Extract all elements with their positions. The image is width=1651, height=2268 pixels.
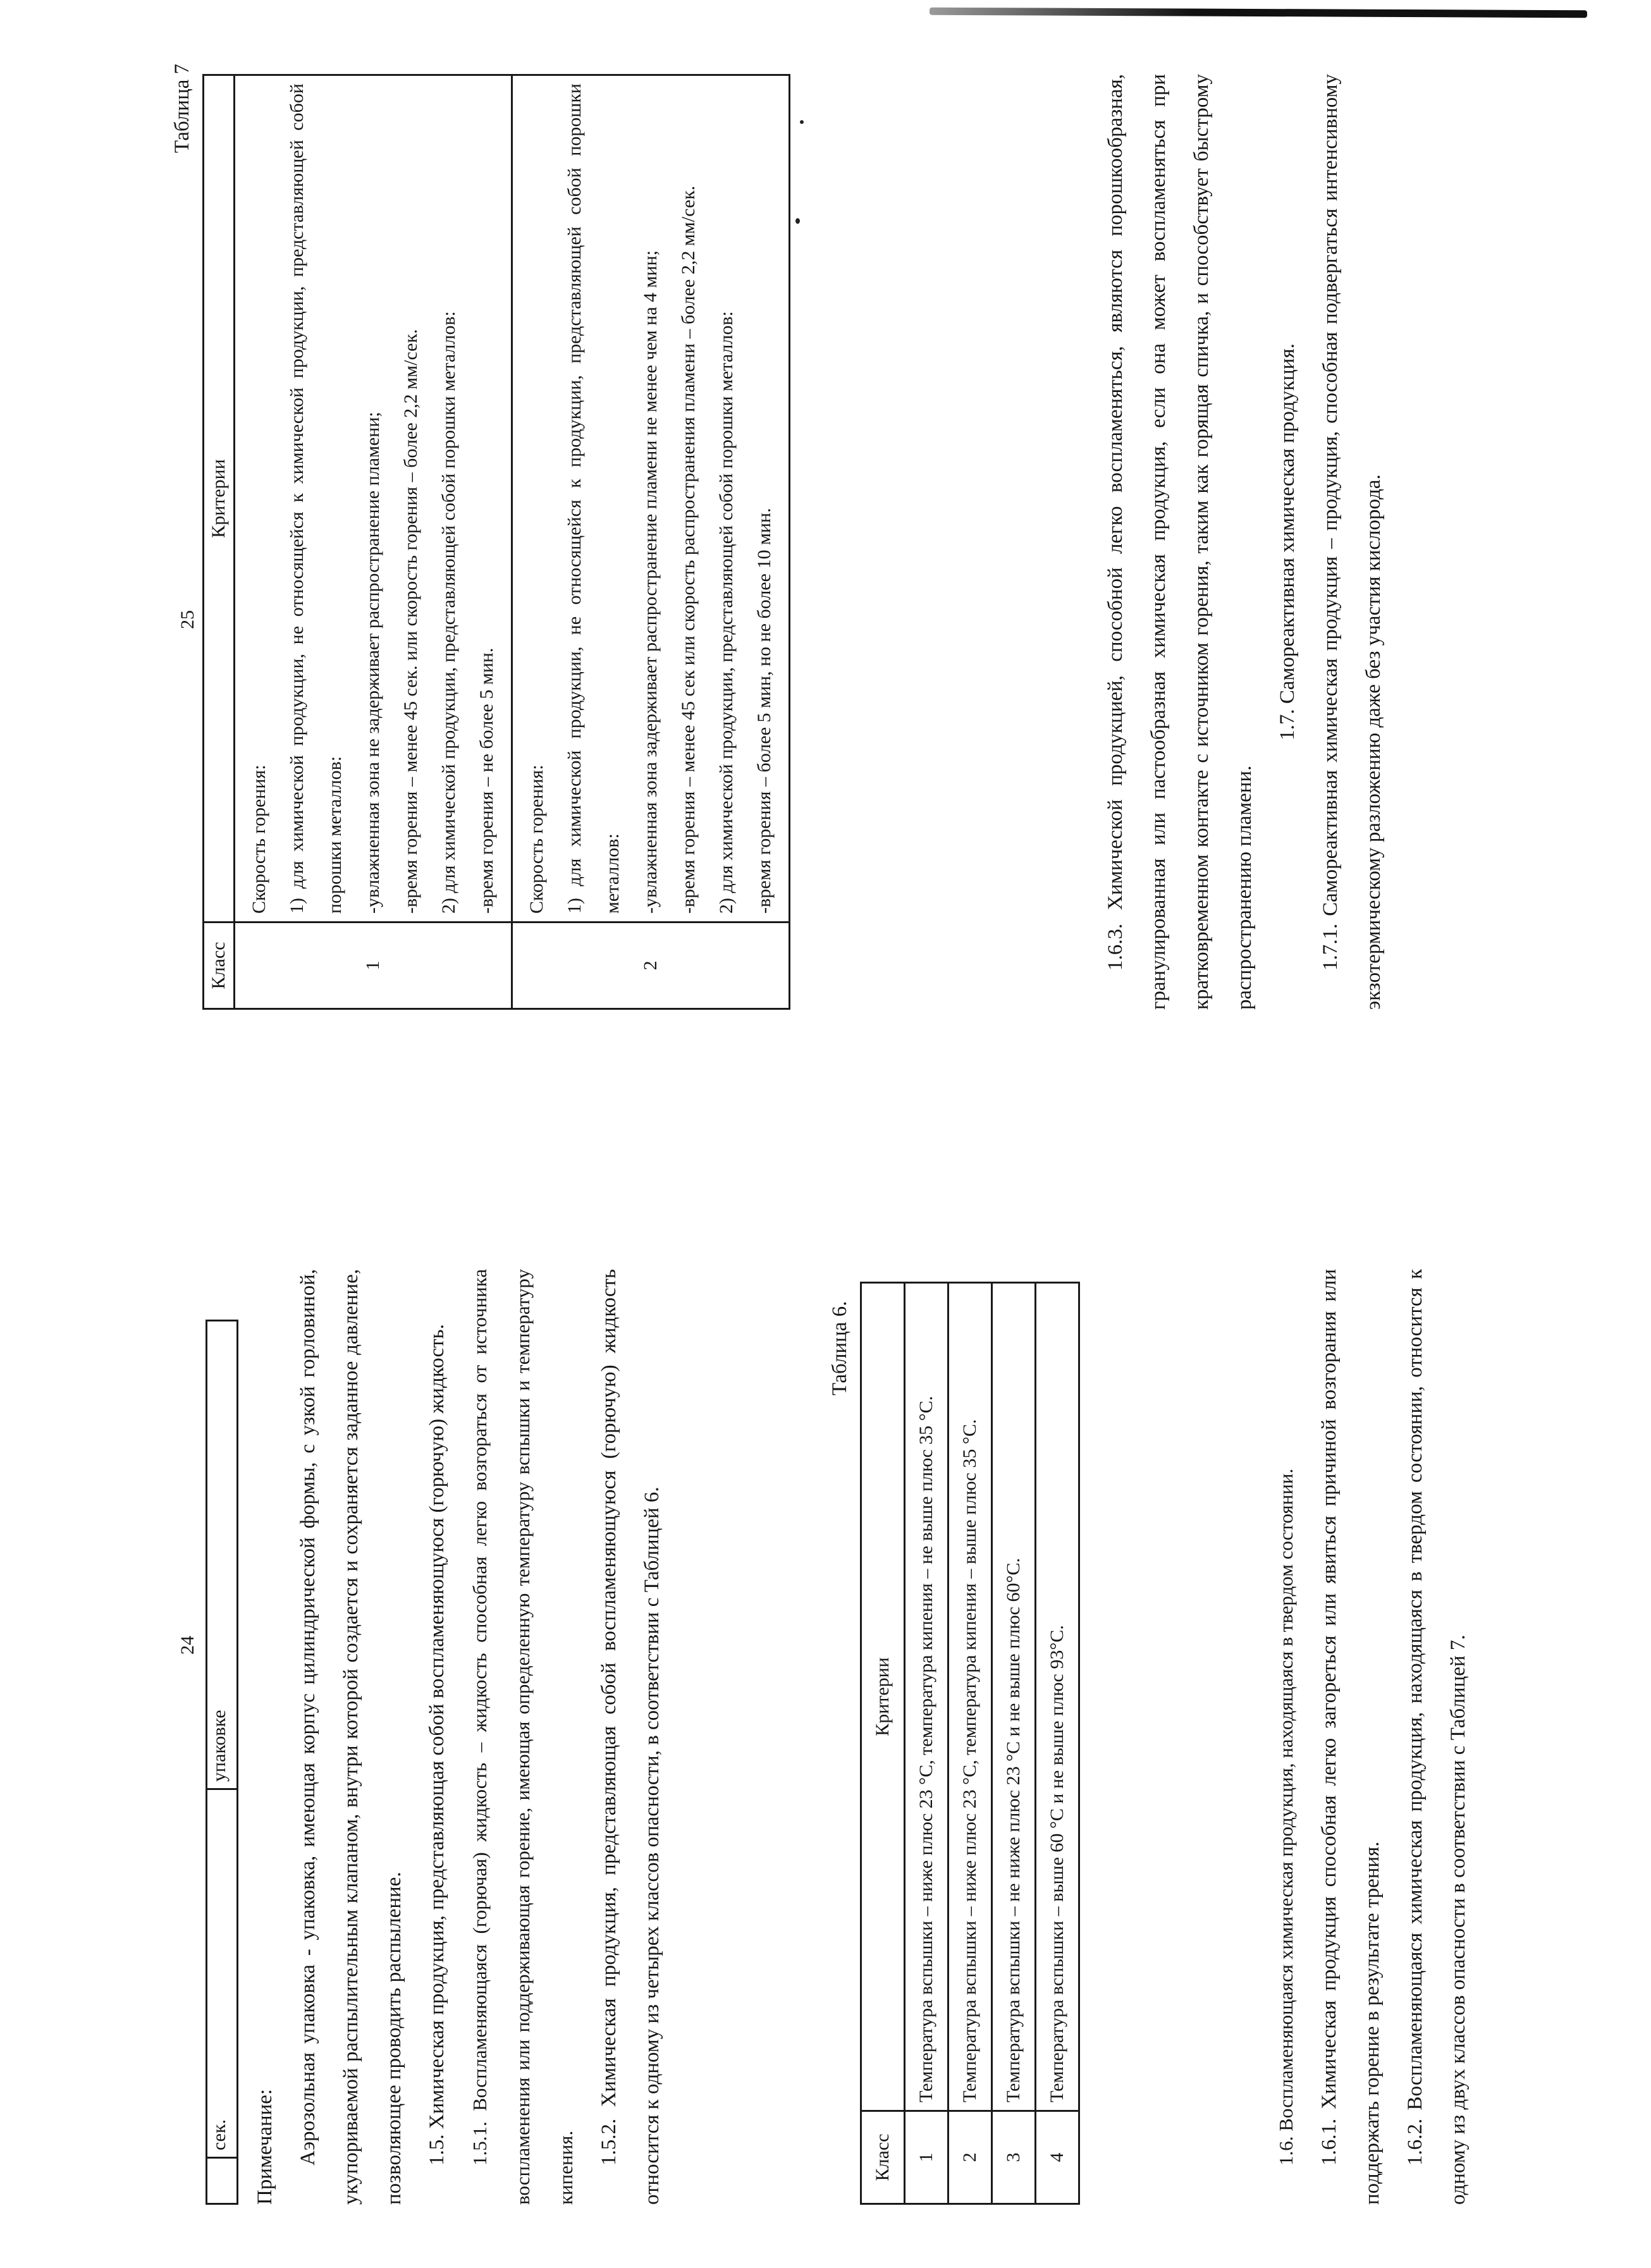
paragraph: 1.5.2. Химическая продукция, представляющая собой воспламеняющуюся (горючую) жидкость относится к одному из четырех классов опасности, в соответствии с Таблицей 6. bbox=[598, 1269, 663, 2205]
note-label: Примечание: bbox=[254, 2088, 276, 2205]
criteria-cell bbox=[235, 75, 512, 923]
paragraph: 1.6.3. Химической продукцией, способной легко воспламеняться, являются порошкообразная, гранулированная или пастообразная химическая продукция, если она может воспламеняться при кратковременном контакте с источником горения, таким как горящая спичка, и способствует быстрому распространению пламени. bbox=[1104, 74, 1256, 1010]
body-text bbox=[1094, 74, 1395, 1010]
paragraph: 1.5. Химическая продукция, представляющая собой воспламеняющуюся (горючую) жидкость. bbox=[426, 1324, 448, 2166]
class-cell: 2 bbox=[512, 923, 790, 1009]
table-7 bbox=[202, 74, 790, 1010]
paragraph: 1.5.1. Воспламеняющаяся (горючая) жидкость – жидкость способная легко возгораться от источника воспламенения или поддерживающая горение, имеющая определенную температуру вспышки и температуру кипения. bbox=[469, 1269, 577, 2205]
body-text-top bbox=[243, 1269, 673, 2205]
class-cell: 2 bbox=[948, 2111, 992, 2204]
criteria-line: -время горения – не более 5 мин. bbox=[476, 647, 497, 914]
criteria-cell: Температура вспышки – не ниже плюс 23 °С и не выше плюс 60°С. bbox=[992, 1283, 1036, 2111]
page-24 bbox=[0, 1143, 1651, 2268]
criteria-cell: Температура вспышки – ниже плюс 23 °С, температура кипения – не выше плюс 35 °С. bbox=[905, 1283, 948, 2111]
table-row bbox=[235, 75, 512, 1009]
table-header-row bbox=[861, 1283, 905, 2204]
criteria-line: 2) для химической продукции, представляющей собой порошки металлов: bbox=[716, 311, 737, 914]
table7-caption: Таблица 7 bbox=[171, 63, 193, 153]
table-row bbox=[948, 1283, 992, 2204]
criteria-line: 1) для химической продукции, не относящейся к продукции, представляющей собой порошки металлов: bbox=[564, 83, 623, 914]
table-header: Критерии bbox=[204, 75, 235, 923]
table-header: Класс bbox=[204, 923, 235, 1009]
table-cell: сек. bbox=[207, 1789, 238, 2158]
page-number: 24 bbox=[177, 1636, 198, 1655]
criteria-line: Скорость горения: bbox=[249, 764, 269, 914]
criteria-cell bbox=[512, 75, 790, 923]
table6-caption: Таблица 6. bbox=[828, 1301, 851, 1395]
criteria-line: Скорость горения: bbox=[526, 764, 547, 914]
table-row bbox=[1036, 1283, 1079, 2204]
paragraph: 1.6.2. Воспламеняющаяся химическая продукция, находящаяся в твердом состоянии, относится к одному из двух классов опасности в соответствии с Таблицей 7. bbox=[1404, 1269, 1470, 2205]
criteria-line: -время горения – менее 45 сек. или скорость горения – более 2,2 мм/сек. bbox=[400, 329, 421, 914]
fragment-table bbox=[206, 1320, 238, 2205]
paragraph: Аэрозольная упаковка - упаковка, имеющая корпус цилиндрической формы, с узкой горловиной, укупориваемой распылительным клапаном, внутри которой создается и сохраняется заданное давление, позволяющее проводить распыление. bbox=[297, 1269, 405, 2205]
criteria-line: -время горения – менее 45 сек или скорость распространения пламени – более 2,2 мм/сек. bbox=[678, 185, 699, 914]
table-cell bbox=[207, 2158, 238, 2204]
body-text-bottom bbox=[1265, 1269, 1480, 2205]
table-header-row bbox=[204, 75, 235, 1009]
paragraph: 1.6. Воспламеняющаяся химическая продукция, находящаяся в твердом состоянии. bbox=[1275, 1468, 1297, 2166]
table-cell: упаковке bbox=[207, 1321, 238, 1789]
class-cell: 4 bbox=[1036, 2111, 1079, 2204]
class-cell: 1 bbox=[905, 2111, 948, 2204]
criteria-line: -время горения – более 5 мин, но не более 10 мин. bbox=[754, 508, 775, 914]
page-number: 25 bbox=[177, 610, 198, 629]
criteria-line: -увлажненная зона задерживает распространение пламени не менее чем на 4 мин; bbox=[640, 250, 661, 914]
table-row bbox=[512, 75, 790, 1009]
paragraph: 1.6.1. Химическая продукция способная легко загореться или явиться причиной возгорания или поддержать горение в результате трения. bbox=[1318, 1269, 1384, 2205]
criteria-line: 2) для химической продукции, представляющей собой порошки металлов: bbox=[438, 311, 459, 914]
table-row bbox=[992, 1283, 1036, 2204]
class-cell: 3 bbox=[992, 2111, 1036, 2204]
table-row bbox=[207, 1321, 238, 2204]
table-header: Класс bbox=[861, 2111, 905, 2204]
criteria-line: 1) для химической продукции, не относящейся к химической продукции, представляющей собой порошки металлов: bbox=[286, 83, 345, 914]
criteria-cell: Температура вспышки – ниже плюс 23 °С, температура кипения – выше плюс 35 °С. bbox=[948, 1283, 992, 2111]
criteria-line: -увлажненная зона не задерживает распространение пламени; bbox=[362, 412, 383, 914]
section-heading: 1.7. Самореактивная химическая продукция. bbox=[1276, 343, 1299, 740]
table-6 bbox=[860, 1282, 1080, 2205]
table-header: Критерии bbox=[861, 1283, 905, 2111]
criteria-cell: Температура вспышки – выше 60 °С и не выше плюс 93°С. bbox=[1036, 1283, 1079, 2111]
table-row bbox=[905, 1283, 948, 2204]
class-cell: 1 bbox=[235, 923, 512, 1009]
paragraph: 1.7.1. Самореактивная химическая продукция – продукция, способная подвергаться интенсивному экзотермическому разложению даже без участия кислорода. bbox=[1319, 74, 1385, 1010]
